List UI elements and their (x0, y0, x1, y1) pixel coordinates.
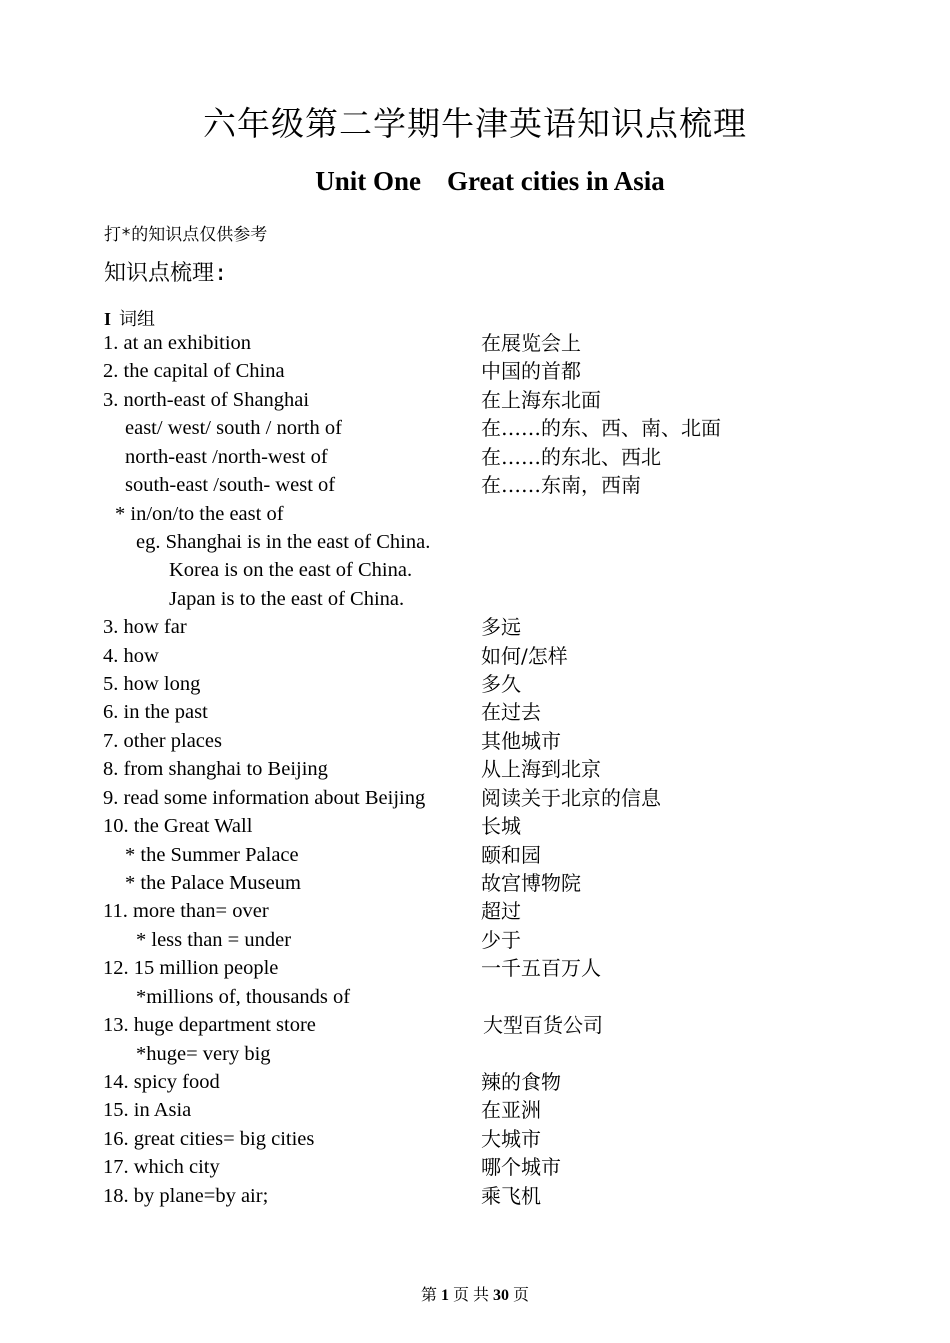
footer-prefix: 第 (420, 1287, 437, 1304)
phrase-english: 15. in Asia (103, 1099, 192, 1122)
section-numeral: I (104, 309, 112, 329)
phrase-chinese: 在……东南，西南 (481, 473, 641, 498)
example-sentence: Japan is to the east of China. (169, 587, 405, 610)
phrase-chinese: 多久 (481, 672, 521, 697)
phrase-english: 1. at an exhibition (103, 332, 252, 354)
phrase-row (0, 414, 950, 442)
phrase-english: 14. spicy food (103, 1070, 220, 1093)
phrase-row (0, 841, 950, 869)
phrase-chinese: 在亚洲 (481, 1098, 541, 1123)
phrase-row (0, 1153, 950, 1181)
phrase-row (0, 1040, 950, 1068)
phrase-row (0, 755, 950, 783)
phrase-row (0, 897, 950, 925)
phrase-english: *huge= very big (136, 1042, 271, 1065)
phrase-chinese: 从上海到北京 (481, 757, 601, 782)
phrase-english: 5. how long (103, 673, 201, 696)
phrase-english: 10. the Great Wall (103, 815, 253, 838)
phrase-chinese: 哪个城市 (481, 1155, 561, 1180)
phrase-english: 6. in the past (103, 701, 208, 724)
phrase-section-label (104, 305, 155, 331)
unit-label: Unit One (315, 166, 422, 196)
phrase-english: south-east /south- west of (125, 474, 336, 497)
phrase-row (0, 727, 950, 755)
document-title: 六年级第二学期牛津英语知识点梳理 (203, 104, 747, 143)
section-heading: 知识点梳理: (104, 261, 228, 286)
phrase-english: north-east /north-west of (125, 445, 328, 468)
page-number: 1 (440, 1287, 449, 1304)
phrase-chinese: 其他城市 (481, 728, 561, 753)
phrase-english: * in/on/to the east of (115, 502, 284, 525)
phrase-english: 13. huge department store (103, 1014, 316, 1037)
phrase-row (0, 954, 950, 982)
phrase-row (0, 357, 950, 385)
phrase-english: *millions of, thousands of (136, 985, 351, 1008)
phrase-chinese: 辣的食物 (481, 1069, 561, 1094)
example-sentence: Korea is on the east of China. (169, 559, 413, 582)
phrase-chinese: 在上海东北面 (481, 387, 601, 412)
example-row (0, 556, 950, 584)
reference-note: 打*的知识点仅供参考 (104, 225, 268, 245)
phrase-row (0, 670, 950, 698)
phrase-list (0, 329, 950, 1210)
phrase-chinese: 如何/怎样 (481, 643, 568, 668)
phrase-row (0, 386, 950, 414)
phrase-chinese: 在……的东北、西北 (481, 444, 661, 469)
phrase-chinese: 超过 (481, 899, 521, 924)
section-title: 词组 (119, 309, 156, 329)
phrase-english: 3. how far (103, 616, 187, 639)
phrase-chinese: 在展览会上 (481, 331, 581, 355)
phrase-row (0, 1068, 950, 1096)
phrase-row (0, 812, 950, 840)
footer-mid: 页 共 (452, 1287, 489, 1304)
phrase-english: 18. by plane=by air; (103, 1184, 269, 1207)
phrase-row (0, 471, 950, 499)
phrase-row (0, 1182, 950, 1210)
phrase-chinese: 一千五百万人 (481, 956, 601, 981)
example-row (0, 528, 950, 556)
example-sentence: eg. Shanghai is in the east of China. (136, 530, 431, 553)
phrase-english: 12. 15 million people (103, 957, 279, 980)
unit-name: Great cities in Asia (447, 166, 665, 196)
phrase-chinese: 在……的东、西、南、北面 (481, 416, 721, 441)
phrase-english: 17. which city (103, 1156, 220, 1179)
phrase-chinese: 故宫博物院 (481, 871, 581, 896)
phrase-chinese: 少于 (481, 927, 521, 952)
phrase-chinese: 长城 (481, 814, 521, 839)
phrase-row (0, 500, 950, 528)
phrase-chinese: 乘飞机 (481, 1183, 541, 1208)
phrase-row (0, 443, 950, 471)
phrase-english: 8. from shanghai to Beijing (103, 758, 328, 781)
footer-suffix: 页 (513, 1287, 530, 1304)
phrase-english: 4. how (103, 644, 159, 667)
phrase-chinese: 大型百货公司 (483, 1013, 603, 1038)
page-footer (0, 1282, 950, 1305)
phrase-chinese: 阅读关于北京的信息 (481, 785, 661, 810)
phrase-english: east/ west/ south / north of (125, 417, 342, 440)
phrase-row (0, 1125, 950, 1153)
unit-heading (0, 166, 950, 197)
phrase-row (0, 329, 950, 357)
phrase-english: 16. great cities= big cities (103, 1127, 315, 1150)
phrase-english: 7. other places (103, 729, 222, 752)
phrase-english: 2. the capital of China (103, 360, 285, 383)
phrase-row (0, 869, 950, 897)
phrase-row (0, 613, 950, 641)
phrase-chinese: 多远 (481, 615, 521, 640)
phrase-row (0, 926, 950, 954)
phrase-english: 11. more than= over (103, 900, 269, 923)
phrase-row (0, 784, 950, 812)
phrase-row (0, 1096, 950, 1124)
phrase-row (0, 1011, 950, 1039)
phrase-chinese: 大城市 (481, 1126, 541, 1151)
phrase-row (0, 983, 950, 1011)
phrase-chinese: 颐和园 (481, 842, 541, 867)
total-pages: 30 (493, 1287, 509, 1304)
phrase-row (0, 642, 950, 670)
phrase-english: 3. north-east of Shanghai (103, 388, 310, 411)
phrase-english: * the Summer Palace (125, 843, 299, 866)
phrase-row (0, 698, 950, 726)
phrase-english: * less than = under (136, 928, 292, 951)
phrase-english: 9. read some information about Beijing (103, 786, 426, 809)
example-row (0, 585, 950, 613)
phrase-chinese: 中国的首都 (481, 359, 581, 384)
phrase-chinese: 在过去 (481, 700, 541, 725)
phrase-english: * the Palace Museum (125, 872, 301, 895)
